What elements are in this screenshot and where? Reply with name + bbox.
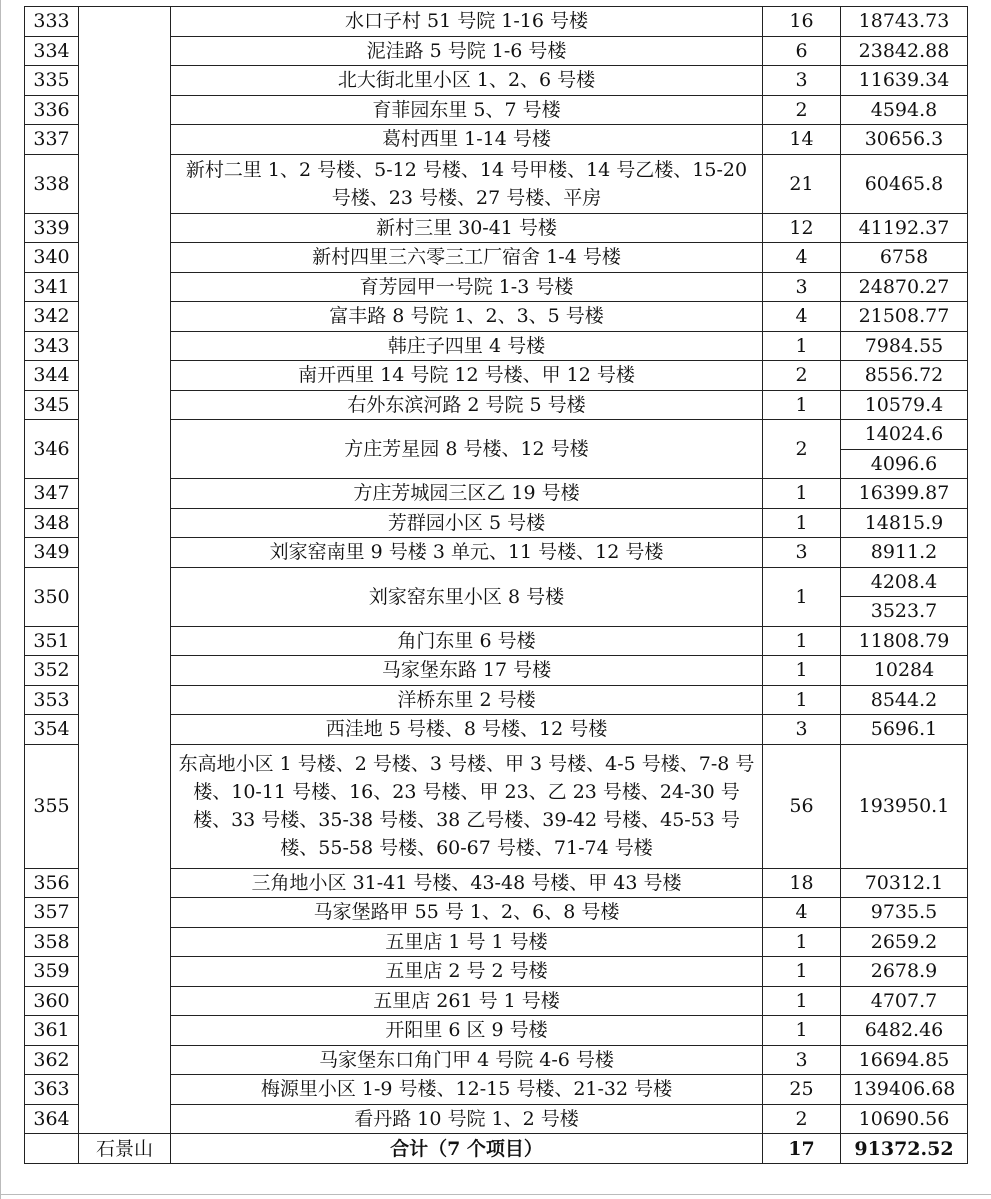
row-number: 351 xyxy=(25,626,79,656)
project-name: 葛村西里 1-14 号楼 xyxy=(171,125,763,155)
row-number: 343 xyxy=(25,331,79,361)
project-name: 芳群园小区 5 号楼 xyxy=(171,508,763,538)
area-value: 10690.56 xyxy=(841,1104,968,1134)
project-name: 马家堡东口角门甲 4 号院 4-6 号楼 xyxy=(171,1045,763,1075)
project-name: 刘家窑南里 9 号楼 3 单元、11 号楼、12 号楼 xyxy=(171,538,763,568)
project-name: 西洼地 5 号楼、8 号楼、12 号楼 xyxy=(171,715,763,745)
row-number: 353 xyxy=(25,685,79,715)
building-count: 18 xyxy=(763,868,841,898)
row-number: 352 xyxy=(25,656,79,686)
building-count: 4 xyxy=(763,898,841,928)
project-name: 东高地小区 1 号楼、2 号楼、3 号楼、甲 3 号楼、4-5 号楼、7-8 号楼、10-11 号楼、16、23 号楼、甲 23、乙 23 号楼、24-30 号楼、33 号楼、35-38 号楼、38 乙号楼、39-42 号楼、45-53 号楼、55-58 号楼、60-67 号楼、71-74 号楼 xyxy=(171,744,763,868)
row-number: 360 xyxy=(25,986,79,1016)
page-left-edge xyxy=(0,0,1,1199)
area-value: 4096.6 xyxy=(841,449,968,479)
row-number: 339 xyxy=(25,213,79,243)
row-number: 340 xyxy=(25,243,79,273)
building-count: 12 xyxy=(763,213,841,243)
row-number: 345 xyxy=(25,390,79,420)
total-district: 石景山 xyxy=(79,1134,171,1164)
building-count: 14 xyxy=(763,125,841,155)
building-count: 1 xyxy=(763,1016,841,1046)
row-number: 337 xyxy=(25,125,79,155)
building-count: 1 xyxy=(763,927,841,957)
building-count: 1 xyxy=(763,508,841,538)
building-count: 16 xyxy=(763,7,841,37)
project-name: 洋桥东里 2 号楼 xyxy=(171,685,763,715)
row-number: 359 xyxy=(25,957,79,987)
area-value: 16399.87 xyxy=(841,479,968,509)
area-value: 10579.4 xyxy=(841,390,968,420)
row-number: 358 xyxy=(25,927,79,957)
building-count: 3 xyxy=(763,1045,841,1075)
area-value: 11808.79 xyxy=(841,626,968,656)
building-count: 1 xyxy=(763,390,841,420)
project-name: 新村三里 30-41 号楼 xyxy=(171,213,763,243)
area-value: 3523.7 xyxy=(841,597,968,627)
area-value: 8911.2 xyxy=(841,538,968,568)
area-value: 9735.5 xyxy=(841,898,968,928)
area-value: 70312.1 xyxy=(841,868,968,898)
row-number: 350 xyxy=(25,567,79,626)
area-value: 7984.55 xyxy=(841,331,968,361)
building-count: 3 xyxy=(763,538,841,568)
total-count: 17 xyxy=(763,1134,841,1164)
building-count: 25 xyxy=(763,1075,841,1105)
building-count: 1 xyxy=(763,656,841,686)
district-cell xyxy=(79,7,171,1134)
area-value: 193950.1 xyxy=(841,744,968,868)
area-value: 23842.88 xyxy=(841,36,968,66)
building-count: 4 xyxy=(763,302,841,332)
row-number: 346 xyxy=(25,420,79,479)
project-name: 新村二里 1、2 号楼、5-12 号楼、14 号甲楼、14 号乙楼、15-20 号楼、23 号楼、27 号楼、平房 xyxy=(171,154,763,213)
total-area: 91372.52 xyxy=(841,1134,968,1164)
total-row xyxy=(25,1134,968,1164)
area-value: 8544.2 xyxy=(841,685,968,715)
row-number: 362 xyxy=(25,1045,79,1075)
row-number: 333 xyxy=(25,7,79,37)
project-name: 韩庄子四里 4 号楼 xyxy=(171,331,763,361)
area-value: 24870.27 xyxy=(841,272,968,302)
building-count: 3 xyxy=(763,66,841,96)
table-row xyxy=(25,7,968,37)
area-value: 11639.34 xyxy=(841,66,968,96)
row-number: 348 xyxy=(25,508,79,538)
row-number: 349 xyxy=(25,538,79,568)
row-number: 342 xyxy=(25,302,79,332)
area-value: 10284 xyxy=(841,656,968,686)
row-number: 357 xyxy=(25,898,79,928)
area-value: 6482.46 xyxy=(841,1016,968,1046)
project-name: 育芳园甲一号院 1-3 号楼 xyxy=(171,272,763,302)
area-value: 2678.9 xyxy=(841,957,968,987)
area-value: 60465.8 xyxy=(841,154,968,213)
project-name: 三角地小区 31-41 号楼、43-48 号楼、甲 43 号楼 xyxy=(171,868,763,898)
row-number: 344 xyxy=(25,361,79,391)
area-value: 4208.4 xyxy=(841,567,968,597)
area-value: 4707.7 xyxy=(841,986,968,1016)
area-value: 4594.8 xyxy=(841,95,968,125)
row-number: 335 xyxy=(25,66,79,96)
page-bottom-edge xyxy=(0,1194,991,1195)
project-name: 北大街北里小区 1、2、6 号楼 xyxy=(171,66,763,96)
row-number: 361 xyxy=(25,1016,79,1046)
project-name: 泥洼路 5 号院 1-6 号楼 xyxy=(171,36,763,66)
project-name: 马家堡东路 17 号楼 xyxy=(171,656,763,686)
building-count: 2 xyxy=(763,95,841,125)
project-name: 刘家窑东里小区 8 号楼 xyxy=(171,567,763,626)
project-name: 开阳里 6 区 9 号楼 xyxy=(171,1016,763,1046)
row-number: 355 xyxy=(25,744,79,868)
project-name: 角门东里 6 号楼 xyxy=(171,626,763,656)
total-label: 合计（7 个项目） xyxy=(171,1134,763,1164)
area-value: 8556.72 xyxy=(841,361,968,391)
project-name: 方庄芳星园 8 号楼、12 号楼 xyxy=(171,420,763,479)
area-value: 21508.77 xyxy=(841,302,968,332)
project-name: 马家堡路甲 55 号 1、2、6、8 号楼 xyxy=(171,898,763,928)
building-count: 1 xyxy=(763,685,841,715)
area-value: 5696.1 xyxy=(841,715,968,745)
building-count: 1 xyxy=(763,626,841,656)
building-count: 56 xyxy=(763,744,841,868)
row-number: 334 xyxy=(25,36,79,66)
building-count: 1 xyxy=(763,986,841,1016)
area-value: 2659.2 xyxy=(841,927,968,957)
row-number: 356 xyxy=(25,868,79,898)
building-count: 6 xyxy=(763,36,841,66)
project-name: 育菲园东里 5、7 号楼 xyxy=(171,95,763,125)
project-name: 方庄芳城园三区乙 19 号楼 xyxy=(171,479,763,509)
area-value: 30656.3 xyxy=(841,125,968,155)
building-count: 3 xyxy=(763,272,841,302)
row-number: 347 xyxy=(25,479,79,509)
project-name: 五里店 1 号 1 号楼 xyxy=(171,927,763,957)
row-number: 363 xyxy=(25,1075,79,1105)
building-count: 1 xyxy=(763,479,841,509)
row-number: 364 xyxy=(25,1104,79,1134)
area-value: 14024.6 xyxy=(841,420,968,450)
row-number: 341 xyxy=(25,272,79,302)
project-name: 富丰路 8 号院 1、2、3、5 号楼 xyxy=(171,302,763,332)
area-value: 139406.68 xyxy=(841,1075,968,1105)
project-name: 梅源里小区 1-9 号楼、12-15 号楼、21-32 号楼 xyxy=(171,1075,763,1105)
building-count: 21 xyxy=(763,154,841,213)
building-count: 2 xyxy=(763,361,841,391)
housing-table xyxy=(24,6,968,1164)
area-value: 14815.9 xyxy=(841,508,968,538)
project-name: 水口子村 51 号院 1-16 号楼 xyxy=(171,7,763,37)
project-name: 南开西里 14 号院 12 号楼、甲 12 号楼 xyxy=(171,361,763,391)
building-count: 3 xyxy=(763,715,841,745)
project-name: 五里店 2 号 2 号楼 xyxy=(171,957,763,987)
building-count: 2 xyxy=(763,1104,841,1134)
area-value: 6758 xyxy=(841,243,968,273)
building-count: 1 xyxy=(763,331,841,361)
project-name: 新村四里三六零三工厂宿舍 1-4 号楼 xyxy=(171,243,763,273)
area-value: 41192.37 xyxy=(841,213,968,243)
project-name: 看丹路 10 号院 1、2 号楼 xyxy=(171,1104,763,1134)
row-number: 336 xyxy=(25,95,79,125)
area-value: 16694.85 xyxy=(841,1045,968,1075)
building-count: 4 xyxy=(763,243,841,273)
building-count: 2 xyxy=(763,420,841,479)
project-name: 右外东滨河路 2 号院 5 号楼 xyxy=(171,390,763,420)
project-name: 五里店 261 号 1 号楼 xyxy=(171,986,763,1016)
total-empty-cell xyxy=(25,1134,79,1164)
building-count: 1 xyxy=(763,567,841,626)
area-value: 18743.73 xyxy=(841,7,968,37)
building-count: 1 xyxy=(763,957,841,987)
row-number: 338 xyxy=(25,154,79,213)
row-number: 354 xyxy=(25,715,79,745)
